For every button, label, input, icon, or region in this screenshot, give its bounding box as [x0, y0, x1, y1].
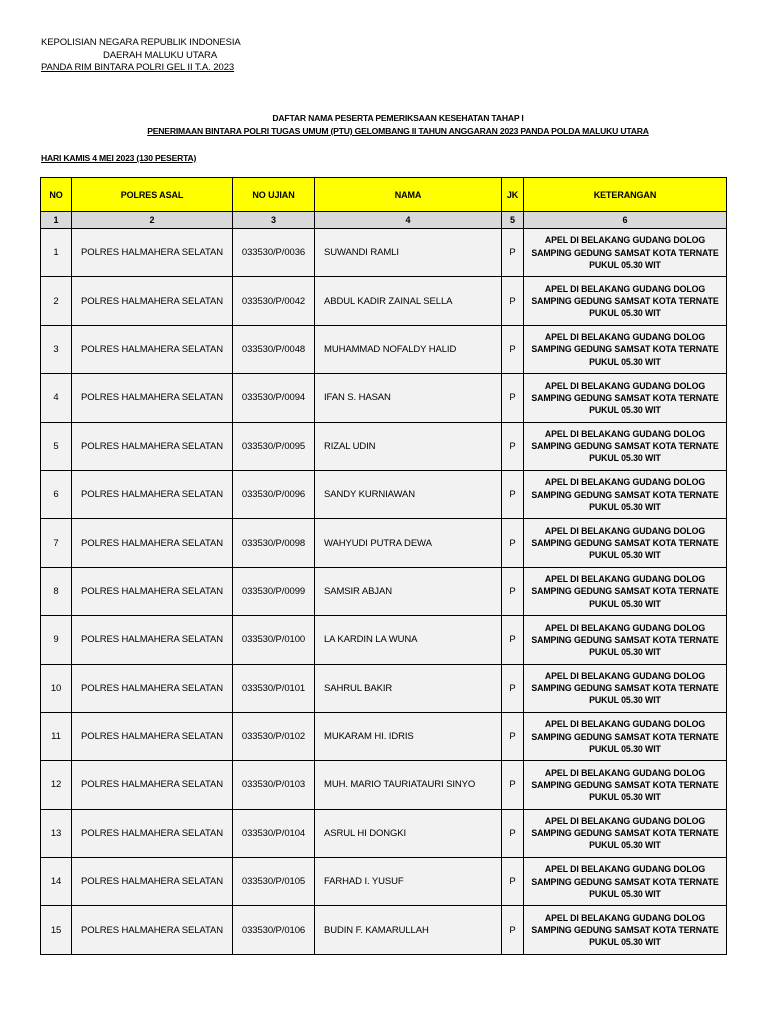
row-polres-asal: POLRES HALMAHERA SELATAN	[72, 858, 233, 906]
row-jk: P	[502, 858, 524, 906]
table-row	[41, 567, 727, 615]
keterangan-line-3: PUKUL 05.30 WIT	[589, 453, 661, 464]
keterangan-line-3: PUKUL 05.30 WIT	[589, 598, 661, 609]
keterangan-line-2: SAMPING GEDUNG SAMSAT KOTA TERNATE	[531, 295, 719, 306]
table-body	[41, 229, 727, 955]
row-keterangan	[524, 858, 727, 906]
keterangan-line-1: APEL DI BELAKANG GUDANG DOLOG	[544, 816, 706, 827]
keterangan-line-2: SAMPING GEDUNG SAMSAT KOTA TERNATE	[531, 586, 719, 597]
keterangan-line-3: PUKUL 05.30 WIT	[589, 356, 661, 367]
keterangan-line-3: PUKUL 05.30 WIT	[589, 937, 661, 948]
keterangan-line-3: PUKUL 05.30 WIT	[589, 404, 661, 415]
keterangan-line-1: APEL DI BELAKANG GUDANG DOLOG	[544, 912, 706, 923]
row-nama: ABDUL KADIR ZAINAL SELLA	[315, 277, 502, 325]
keterangan-line-3: PUKUL 05.30 WIT	[589, 792, 661, 803]
keterangan-line-3: PUKUL 05.30 WIT	[589, 840, 661, 851]
row-keterangan	[524, 664, 727, 712]
row-number: 7	[41, 519, 72, 567]
keterangan-line-2: SAMPING GEDUNG SAMSAT KOTA TERNATE	[531, 779, 719, 790]
row-polres-asal: POLRES HALMAHERA SELATAN	[72, 567, 233, 615]
keterangan-line-2: SAMPING GEDUNG SAMSAT KOTA TERNATE	[531, 392, 719, 403]
keterangan-line-3: PUKUL 05.30 WIT	[589, 501, 661, 512]
row-polres-asal: POLRES HALMAHERA SELATAN	[72, 229, 233, 277]
row-polres-asal: POLRES HALMAHERA SELATAN	[72, 374, 233, 422]
row-number: 1	[41, 229, 72, 277]
table-row	[41, 277, 727, 325]
table-row	[41, 809, 727, 857]
row-keterangan	[524, 229, 727, 277]
row-no-ujian: 033530/P/0100	[233, 616, 315, 664]
row-keterangan	[524, 470, 727, 518]
table-row	[41, 470, 727, 518]
row-jk: P	[502, 809, 524, 857]
row-nama: SANDY KURNIAWAN	[315, 470, 502, 518]
keterangan-line-3: PUKUL 05.30 WIT	[589, 259, 661, 270]
row-no-ujian: 033530/P/0042	[233, 277, 315, 325]
keterangan-line-1: APEL DI BELAKANG GUDANG DOLOG	[544, 670, 706, 681]
row-number: 4	[41, 374, 72, 422]
keterangan-line-2: SAMPING GEDUNG SAMSAT KOTA TERNATE	[531, 489, 719, 500]
row-nama: ASRUL HI DONGKI	[315, 809, 502, 857]
table-row	[41, 374, 727, 422]
row-jk: P	[502, 761, 524, 809]
row-jk: P	[502, 712, 524, 760]
keterangan-line-1: APEL DI BELAKANG GUDANG DOLOG	[544, 525, 706, 536]
row-number: 5	[41, 422, 72, 470]
row-nama: SAHRUL BAKIR	[315, 664, 502, 712]
column-number: 5	[502, 212, 524, 229]
row-no-ujian: 033530/P/0102	[233, 712, 315, 760]
row-no-ujian: 033530/P/0048	[233, 325, 315, 373]
row-number: 3	[41, 325, 72, 373]
keterangan-line-2: SAMPING GEDUNG SAMSAT KOTA TERNATE	[531, 247, 719, 258]
table-row	[41, 664, 727, 712]
row-number: 13	[41, 809, 72, 857]
title-line-2: PENERIMAAN BINTARA POLRI TUGAS UMUM (PTU) GELOMBANG II TAHUN ANGGARAN 2023 PANDA POLDA MALUKU UTARA	[147, 126, 649, 136]
row-number: 15	[41, 906, 72, 954]
row-jk: P	[502, 906, 524, 954]
row-jk: P	[502, 470, 524, 518]
row-nama: WAHYUDI PUTRA DEWA	[315, 519, 502, 567]
table-row	[41, 712, 727, 760]
row-no-ujian: 033530/P/0103	[233, 761, 315, 809]
row-keterangan	[524, 422, 727, 470]
schedule-day-heading: HARI KAMIS 4 MEI 2023 (130 PESERTA)	[41, 153, 197, 163]
row-number: 8	[41, 567, 72, 615]
document-title	[0, 112, 768, 138]
keterangan-line-1: APEL DI BELAKANG GUDANG DOLOG	[544, 428, 706, 439]
row-no-ujian: 033530/P/0099	[233, 567, 315, 615]
row-jk: P	[502, 422, 524, 470]
column-number: 2	[72, 212, 233, 229]
keterangan-line-2: SAMPING GEDUNG SAMSAT KOTA TERNATE	[531, 441, 719, 452]
keterangan-line-2: SAMPING GEDUNG SAMSAT KOTA TERNATE	[531, 634, 719, 645]
table-header-row	[41, 178, 727, 212]
row-keterangan	[524, 325, 727, 373]
row-number: 2	[41, 277, 72, 325]
row-polres-asal: POLRES HALMAHERA SELATAN	[72, 712, 233, 760]
participant-table	[40, 177, 727, 955]
letterhead-region: DAERAH MALUKU UTARA	[103, 49, 218, 61]
table-row	[41, 325, 727, 373]
column-number: 4	[315, 212, 502, 229]
letterhead-institution: KEPOLISIAN NEGARA REPUBLIK INDONESIA	[41, 37, 241, 48]
keterangan-line-1: APEL DI BELAKANG GUDANG DOLOG	[544, 767, 706, 778]
row-no-ujian: 033530/P/0098	[233, 519, 315, 567]
row-no-ujian: 033530/P/0101	[233, 664, 315, 712]
table-row	[41, 519, 727, 567]
table-row	[41, 761, 727, 809]
keterangan-line-1: APEL DI BELAKANG GUDANG DOLOG	[544, 380, 706, 391]
row-number: 11	[41, 712, 72, 760]
keterangan-line-1: APEL DI BELAKANG GUDANG DOLOG	[544, 864, 706, 875]
keterangan-line-3: PUKUL 05.30 WIT	[589, 695, 661, 706]
row-jk: P	[502, 374, 524, 422]
row-keterangan	[524, 906, 727, 954]
row-jk: P	[502, 519, 524, 567]
keterangan-line-2: SAMPING GEDUNG SAMSAT KOTA TERNATE	[531, 683, 719, 694]
letterhead-committee: PANDA RIM BINTARA POLRI GEL II T.A. 2023	[41, 62, 235, 73]
row-polres-asal: POLRES HALMAHERA SELATAN	[72, 761, 233, 809]
keterangan-line-2: SAMPING GEDUNG SAMSAT KOTA TERNATE	[531, 731, 719, 742]
row-nama: RIZAL UDIN	[315, 422, 502, 470]
column-number: 1	[41, 212, 72, 229]
keterangan-line-3: PUKUL 05.30 WIT	[589, 646, 661, 657]
row-polres-asal: POLRES HALMAHERA SELATAN	[72, 519, 233, 567]
keterangan-line-1: APEL DI BELAKANG GUDANG DOLOG	[544, 332, 706, 343]
row-keterangan	[524, 616, 727, 664]
keterangan-line-1: APEL DI BELAKANG GUDANG DOLOG	[544, 283, 706, 294]
row-polres-asal: POLRES HALMAHERA SELATAN	[72, 470, 233, 518]
keterangan-line-1: APEL DI BELAKANG GUDANG DOLOG	[544, 719, 706, 730]
row-keterangan	[524, 712, 727, 760]
row-number: 10	[41, 664, 72, 712]
table-row	[41, 858, 727, 906]
column-number: 6	[524, 212, 727, 229]
row-polres-asal: POLRES HALMAHERA SELATAN	[72, 422, 233, 470]
keterangan-line-2: SAMPING GEDUNG SAMSAT KOTA TERNATE	[531, 925, 719, 936]
row-keterangan	[524, 374, 727, 422]
header-keterangan: KETERANGAN	[524, 178, 727, 212]
title-line-1: DAFTAR NAMA PESERTA PEMERIKSAAN KESEHATAN TAHAP I	[272, 113, 524, 123]
row-polres-asal: POLRES HALMAHERA SELATAN	[72, 664, 233, 712]
row-keterangan	[524, 277, 727, 325]
row-no-ujian: 033530/P/0036	[233, 229, 315, 277]
row-nama: SAMSIR ABJAN	[315, 567, 502, 615]
header-polres-asal: POLRES ASAL	[72, 178, 233, 212]
row-polres-asal: POLRES HALMAHERA SELATAN	[72, 616, 233, 664]
header-nama: NAMA	[315, 178, 502, 212]
row-keterangan	[524, 809, 727, 857]
row-no-ujian: 033530/P/0095	[233, 422, 315, 470]
keterangan-line-3: PUKUL 05.30 WIT	[589, 888, 661, 899]
row-nama: BUDIN F. KAMARULLAH	[315, 906, 502, 954]
table-row	[41, 906, 727, 954]
column-number: 3	[233, 212, 315, 229]
letterhead	[41, 37, 241, 75]
row-jk: P	[502, 664, 524, 712]
row-no-ujian: 033530/P/0094	[233, 374, 315, 422]
header-no: NO	[41, 178, 72, 212]
header-jk: JK	[502, 178, 524, 212]
row-number: 14	[41, 858, 72, 906]
keterangan-line-1: APEL DI BELAKANG GUDANG DOLOG	[544, 574, 706, 585]
keterangan-line-1: APEL DI BELAKANG GUDANG DOLOG	[544, 235, 706, 246]
row-number: 9	[41, 616, 72, 664]
row-polres-asal: POLRES HALMAHERA SELATAN	[72, 809, 233, 857]
row-no-ujian: 033530/P/0104	[233, 809, 315, 857]
row-keterangan	[524, 567, 727, 615]
keterangan-line-1: APEL DI BELAKANG GUDANG DOLOG	[544, 477, 706, 488]
row-nama: MUHAMMAD NOFALDY HALID	[315, 325, 502, 373]
row-no-ujian: 033530/P/0105	[233, 858, 315, 906]
keterangan-line-3: PUKUL 05.30 WIT	[589, 743, 661, 754]
row-polres-asal: POLRES HALMAHERA SELATAN	[72, 277, 233, 325]
keterangan-line-2: SAMPING GEDUNG SAMSAT KOTA TERNATE	[531, 344, 719, 355]
column-number-row	[41, 212, 727, 229]
row-nama: LA KARDIN LA WUNA	[315, 616, 502, 664]
header-no-ujian: NO UJIAN	[233, 178, 315, 212]
row-polres-asal: POLRES HALMAHERA SELATAN	[72, 325, 233, 373]
row-number: 6	[41, 470, 72, 518]
row-polres-asal: POLRES HALMAHERA SELATAN	[72, 906, 233, 954]
row-jk: P	[502, 229, 524, 277]
row-nama: SUWANDI RAMLI	[315, 229, 502, 277]
row-nama: MUH. MARIO TAURIATAURI SINYO	[315, 761, 502, 809]
row-keterangan	[524, 519, 727, 567]
row-no-ujian: 033530/P/0106	[233, 906, 315, 954]
keterangan-line-3: PUKUL 05.30 WIT	[589, 308, 661, 319]
keterangan-line-2: SAMPING GEDUNG SAMSAT KOTA TERNATE	[531, 828, 719, 839]
row-keterangan	[524, 761, 727, 809]
row-jk: P	[502, 277, 524, 325]
row-nama: IFAN S. HASAN	[315, 374, 502, 422]
row-jk: P	[502, 567, 524, 615]
row-jk: P	[502, 616, 524, 664]
table-row	[41, 422, 727, 470]
keterangan-line-3: PUKUL 05.30 WIT	[589, 550, 661, 561]
keterangan-line-2: SAMPING GEDUNG SAMSAT KOTA TERNATE	[531, 876, 719, 887]
row-jk: P	[502, 325, 524, 373]
row-nama: MUKARAM HI. IDRIS	[315, 712, 502, 760]
row-nama: FARHAD I. YUSUF	[315, 858, 502, 906]
keterangan-line-2: SAMPING GEDUNG SAMSAT KOTA TERNATE	[531, 537, 719, 548]
table-row	[41, 616, 727, 664]
table-row	[41, 229, 727, 277]
keterangan-line-1: APEL DI BELAKANG GUDANG DOLOG	[544, 622, 706, 633]
row-number: 12	[41, 761, 72, 809]
row-no-ujian: 033530/P/0096	[233, 470, 315, 518]
